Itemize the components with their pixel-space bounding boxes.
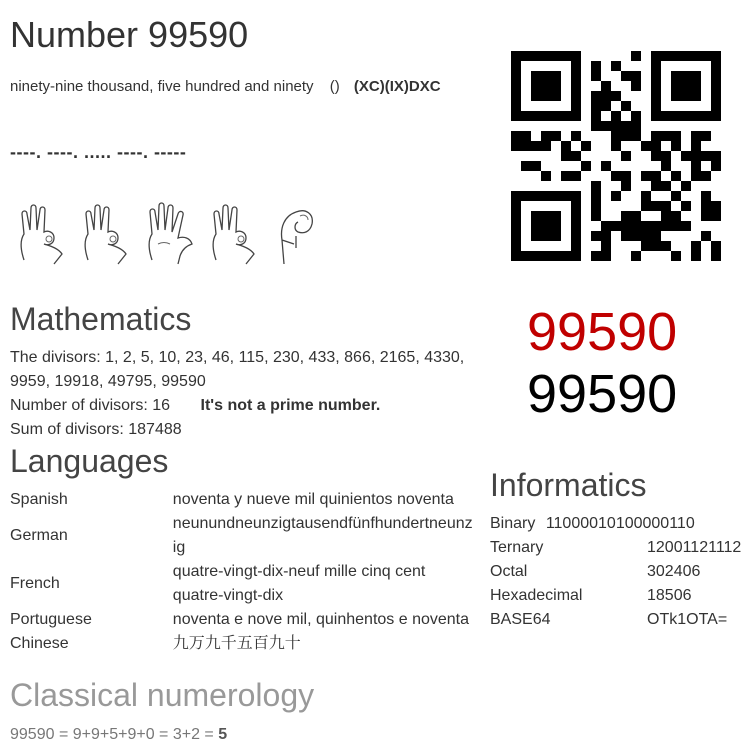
- number-of-divisors: Number of divisors: 16: [10, 397, 171, 414]
- number-words-line: [10, 75, 441, 99]
- informatics-label: BASE64: [490, 611, 551, 628]
- hand-sign-9-icon: [74, 200, 136, 266]
- prime-status: It's not a prime number.: [200, 397, 381, 414]
- language-row-portuguese: [10, 608, 480, 632]
- informatics-row-octal: [490, 560, 741, 584]
- informatics-label: Ternary: [490, 539, 544, 556]
- language-text: quatre-vingt-dix-neuf mille cinq cent quatre-vingt-dix: [172, 563, 426, 604]
- sum-of-divisors: Sum of divisors: 187488: [10, 421, 182, 438]
- roman-numeral: (XC)(IX)DXC: [353, 78, 441, 95]
- divisors-count-row: [10, 394, 480, 418]
- language-name: German: [10, 527, 68, 544]
- morse-code: ----. ----. ..... ----. -----: [10, 142, 187, 162]
- language-name: Portuguese: [10, 611, 92, 628]
- numerology-line: [10, 723, 227, 747]
- sign-language-row: [10, 200, 330, 271]
- numerology-result: 5: [218, 726, 228, 743]
- informatics-label: Octal: [490, 563, 528, 580]
- informatics-value: 302406: [647, 563, 701, 580]
- informatics-label: Hexadecimal: [490, 587, 583, 604]
- language-row-chinese: [10, 632, 480, 656]
- numerology-equation: 99590 = 9+9+5+9+0 = 3+2 =: [10, 726, 219, 743]
- languages-table: [10, 488, 480, 656]
- qr-code-icon: [511, 51, 721, 261]
- divisors-line-1: The divisors: 1, 2, 5, 10, 23, 46, 115, 230, 433, 866, 2165, 4330,: [10, 349, 465, 366]
- informatics-row-ternary: [490, 536, 741, 560]
- informatics-row-hexadecimal: [490, 584, 741, 608]
- hand-sign-9-icon: [202, 200, 264, 266]
- language-text: noventa e nove mil, quinhentos e noventa: [172, 611, 470, 628]
- number-red: 99590: [527, 302, 678, 362]
- informatics-value: 18506: [647, 587, 692, 604]
- hand-sign-9-icon: [10, 200, 72, 266]
- page-title: Number 99590: [10, 14, 249, 55]
- informatics-value: 12001121112: [647, 539, 742, 556]
- numerology-heading: Classical numerology: [10, 677, 315, 713]
- language-text: neunundneunzigtausendfünfhundertneunz ig: [172, 515, 473, 556]
- language-text: 九万九千五百九十: [172, 635, 301, 652]
- hand-sign-5-icon: [138, 200, 200, 266]
- words-paren: (): [329, 78, 340, 95]
- informatics-label: Binary: [490, 515, 536, 532]
- informatics-row-base64: [490, 608, 741, 632]
- languages-heading: Languages: [10, 443, 169, 479]
- number-black: 99590: [527, 364, 678, 424]
- language-name: French: [10, 575, 60, 592]
- informatics-value: 11000010100000110: [545, 515, 695, 532]
- mathematics-heading: Mathematics: [10, 301, 192, 337]
- language-row-spanish: [10, 488, 480, 512]
- informatics-heading: Informatics: [490, 467, 647, 503]
- language-name: Spanish: [10, 491, 68, 508]
- divisors-line-2: 9959, 19918, 49795, 99590: [10, 373, 206, 390]
- hand-sign-0-icon: [266, 200, 328, 266]
- informatics-table: [490, 512, 741, 632]
- language-name: Chinese: [10, 635, 69, 652]
- language-row-french: [10, 560, 480, 608]
- number-words: ninety-nine thousand, five hundred and ninety: [10, 78, 314, 95]
- informatics-value: OTk1OTA=: [647, 611, 728, 628]
- informatics-row-binary: [490, 512, 741, 536]
- mathematics-section: [10, 346, 480, 442]
- language-text: noventa y nueve mil quinientos noventa: [172, 491, 454, 508]
- language-row-german: [10, 512, 480, 560]
